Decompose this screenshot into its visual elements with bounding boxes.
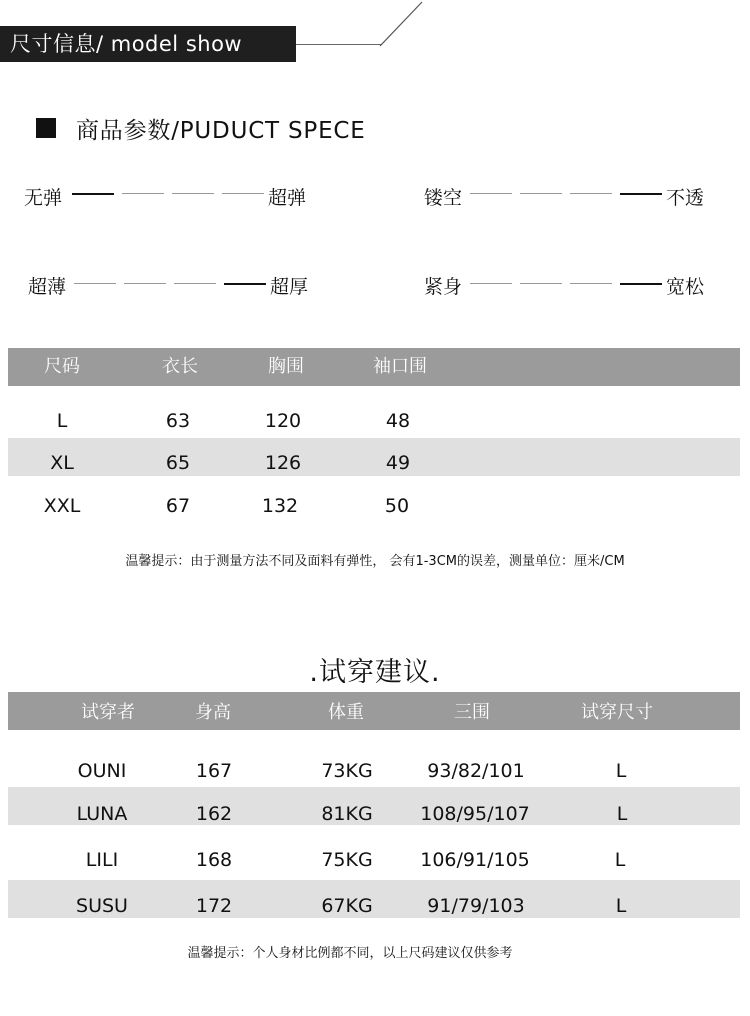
advice-note: 温馨提示：个人身材比例都不同，以上尺码建议仅供参考 bbox=[187, 946, 513, 961]
fit-size-cell: L bbox=[616, 803, 628, 825]
size-cell: XL bbox=[50, 452, 74, 474]
fit-size-cell: L bbox=[615, 760, 627, 782]
length-cell: 63 bbox=[165, 410, 191, 432]
size-table-note: 温馨提示：由于测量方法不同及面料有弹性， 会有1-3CM的误差，测量单位：厘米/CM bbox=[125, 554, 625, 569]
banner-title: 尺寸信息/ model show bbox=[10, 32, 243, 56]
scale-right-label: 超厚 bbox=[270, 276, 309, 298]
banner-slash-decoration bbox=[370, 0, 430, 48]
size-header-size: 尺码 bbox=[44, 356, 80, 377]
advice-title: .试穿建议. bbox=[309, 657, 441, 688]
scale-segment bbox=[124, 283, 166, 284]
fit-size-cell: L bbox=[615, 895, 627, 917]
scale-segment bbox=[470, 193, 512, 194]
scale-segment bbox=[520, 283, 562, 284]
measurements-cell: 106/91/105 bbox=[420, 849, 530, 871]
scale-left-label: 超薄 bbox=[28, 276, 67, 298]
spec-title: 商品参数/PUDUCT SPECE bbox=[76, 118, 366, 144]
chest-cell: 132 bbox=[261, 495, 299, 517]
advice-header-height: 身高 bbox=[195, 702, 231, 723]
size-header-cuff: 袖口围 bbox=[373, 356, 427, 377]
height-cell: 168 bbox=[195, 849, 233, 871]
section-banner-size-info bbox=[0, 26, 296, 62]
scale-segment bbox=[570, 283, 612, 284]
scale-segment bbox=[222, 193, 264, 194]
scale-right-label: 超弹 bbox=[268, 187, 307, 209]
measurements-cell: 91/79/103 bbox=[427, 895, 525, 917]
fit-size-cell: L bbox=[614, 849, 626, 871]
scale-segment bbox=[172, 193, 214, 194]
scale-segment-active bbox=[620, 283, 662, 285]
cuff-cell: 49 bbox=[385, 452, 411, 474]
size-cell: L bbox=[56, 410, 68, 432]
size-header-length: 衣长 bbox=[162, 356, 198, 377]
cuff-cell: 50 bbox=[384, 495, 410, 517]
advice-header-weight: 体重 bbox=[328, 702, 364, 723]
advice-header-measurements: 三围 bbox=[454, 702, 490, 723]
scale-segment bbox=[570, 193, 612, 194]
scale-left-label: 紧身 bbox=[424, 276, 463, 298]
weight-cell: 73KG bbox=[321, 760, 373, 782]
size-cell: XXL bbox=[43, 495, 81, 517]
advice-header-size: 试穿尺寸 bbox=[581, 702, 653, 723]
scale-segment-active bbox=[620, 193, 662, 195]
scale-segment-active bbox=[72, 193, 114, 195]
measurements-cell: 93/82/101 bbox=[427, 760, 525, 782]
scale-segment bbox=[74, 283, 116, 284]
scale-segment-active bbox=[224, 283, 266, 285]
weight-cell: 67KG bbox=[321, 895, 373, 917]
scale-left-label: 无弹 bbox=[24, 187, 63, 209]
chest-cell: 126 bbox=[264, 452, 302, 474]
weight-cell: 81KG bbox=[321, 803, 373, 825]
scale-segment bbox=[520, 193, 562, 194]
model-name-cell: LUNA bbox=[76, 803, 128, 825]
length-cell: 67 bbox=[165, 495, 191, 517]
chest-cell: 120 bbox=[264, 410, 302, 432]
scale-left-label: 镂空 bbox=[424, 187, 463, 209]
height-cell: 172 bbox=[195, 895, 233, 917]
scale-right-label: 宽松 bbox=[666, 276, 705, 298]
height-cell: 167 bbox=[195, 760, 233, 782]
cuff-cell: 48 bbox=[385, 410, 411, 432]
scale-right-label: 不透 bbox=[666, 187, 705, 209]
size-header-chest: 胸围 bbox=[268, 356, 304, 377]
height-cell: 162 bbox=[195, 803, 233, 825]
model-name-cell: SUSU bbox=[76, 895, 128, 917]
weight-cell: 75KG bbox=[321, 849, 373, 871]
scale-segment bbox=[174, 283, 216, 284]
length-cell: 65 bbox=[165, 452, 191, 474]
scale-segment bbox=[122, 193, 164, 194]
model-name-cell: OUNI bbox=[77, 760, 127, 782]
measurements-cell: 108/95/107 bbox=[420, 803, 530, 825]
advice-header-model: 试穿者 bbox=[81, 702, 135, 723]
scale-segment bbox=[470, 283, 512, 284]
model-name-cell: LILI bbox=[85, 849, 119, 871]
square-bullet-icon bbox=[36, 118, 56, 138]
